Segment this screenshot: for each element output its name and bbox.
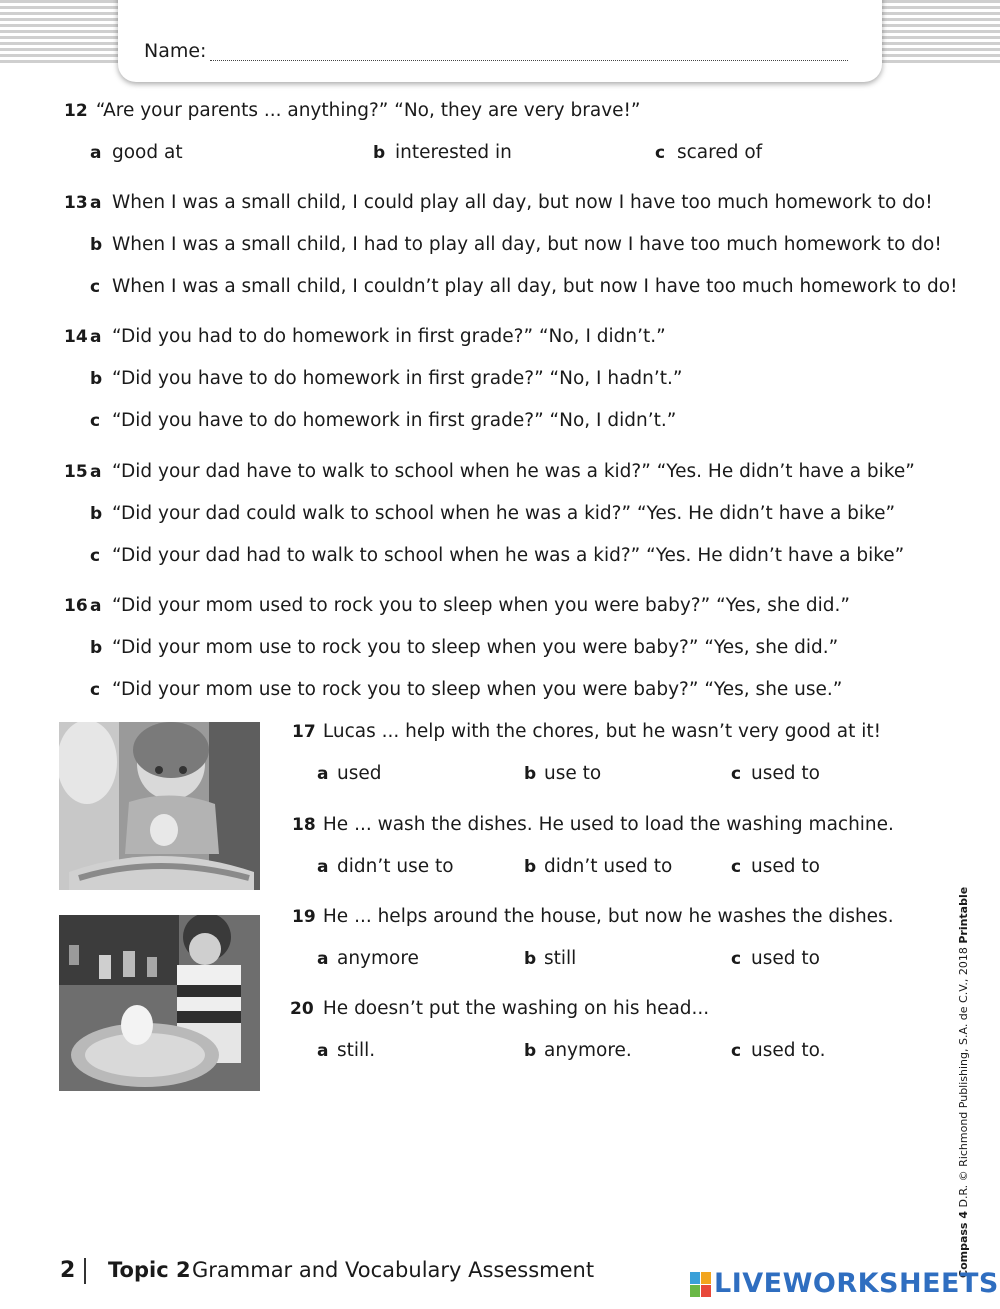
option-12b[interactable]	[373, 141, 512, 165]
option-text: good at	[112, 142, 183, 163]
header-stripes-right	[872, 0, 1000, 66]
option-15a[interactable]	[64, 460, 915, 484]
option-text: When I was a small child, I had to play all day, but now I have too much homework to do!	[112, 234, 942, 255]
option-17b[interactable]	[524, 762, 601, 786]
question-stem: Lucas ... help with the chores, but he wasn’t very good at it!	[322, 721, 882, 742]
option-letter: b	[90, 638, 103, 658]
option-text: anymore	[337, 948, 419, 969]
option-20a[interactable]	[317, 1039, 375, 1063]
option-16b[interactable]	[90, 636, 838, 660]
question-number: 15	[64, 462, 88, 482]
option-text: didn’t used to	[544, 856, 673, 877]
option-text: “Did your mom used to rock you to sleep when you were baby?” “Yes, she did.”	[112, 595, 851, 616]
option-text: use to	[544, 763, 602, 784]
option-letter: c	[731, 949, 742, 969]
option-text: When I was a small child, I could play all day, but now I have too much homework to do!	[112, 192, 933, 213]
option-text: used to.	[751, 1040, 826, 1061]
option-text: “Did your mom use to rock you to sleep when you were baby?” “Yes, she did.”	[112, 637, 839, 658]
footer-title: Grammar and Vocabulary Assessment	[192, 1258, 595, 1282]
option-text: “Did your dad have to walk to school when he was a kid?” “Yes. He didn’t have a bike”	[112, 461, 915, 482]
question-17	[292, 720, 881, 744]
option-text: “Did you have to do homework in first grade?” “No, I didn’t.”	[112, 410, 677, 431]
option-16a[interactable]	[64, 594, 850, 618]
option-text: “Did your mom use to rock you to sleep when you were baby?” “Yes, she use.”	[112, 679, 843, 700]
footer-topic: Topic 2	[108, 1258, 191, 1282]
boy-dishes-photo	[59, 915, 260, 1091]
option-13c[interactable]	[90, 275, 957, 299]
option-letter: c	[90, 277, 101, 297]
option-letter: a	[317, 857, 329, 877]
option-letter: b	[90, 235, 103, 255]
option-letter: b	[373, 143, 386, 163]
option-letter: b	[524, 1041, 537, 1061]
question-12	[64, 99, 641, 123]
question-number: 17	[292, 722, 316, 742]
question-stem: He doesn’t put the washing on his head...	[322, 998, 710, 1019]
option-text: interested in	[395, 142, 512, 163]
option-text: “Did you had to do homework in first grade?” “No, I didn’t.”	[112, 326, 666, 347]
question-number: 19	[292, 907, 316, 927]
liveworksheets-logo	[690, 1268, 999, 1299]
option-letter: a	[90, 462, 102, 482]
option-12a[interactable]	[90, 141, 183, 165]
question-stem: He ... helps around the house, but now he washes the dishes.	[322, 906, 894, 927]
option-letter: a	[90, 193, 102, 213]
option-letter: b	[524, 857, 537, 877]
copyright-printable: Printable	[957, 886, 970, 944]
option-letter: c	[731, 857, 742, 877]
question-19	[292, 905, 894, 929]
option-letter: b	[90, 504, 103, 524]
footer-divider	[84, 1258, 86, 1284]
option-letter: b	[90, 369, 103, 389]
option-text: used to	[751, 856, 820, 877]
option-text: “Did you have to do homework in first grade?” “No, I hadn’t.”	[112, 368, 683, 389]
option-text: When I was a small child, I couldn’t play all day, but now I have too much homework to do!	[112, 276, 958, 297]
option-letter: c	[655, 143, 666, 163]
question-20	[290, 997, 709, 1021]
option-text: still.	[337, 1040, 376, 1061]
option-text: scared of	[677, 142, 763, 163]
option-text: used	[337, 763, 382, 784]
name-box	[118, 0, 882, 82]
option-text: still	[544, 948, 577, 969]
option-letter: a	[90, 143, 102, 163]
option-19b[interactable]	[524, 947, 576, 971]
option-letter: c	[731, 764, 742, 784]
option-18a[interactable]	[317, 855, 454, 879]
option-letter: a	[317, 1041, 329, 1061]
option-text: “Did your dad could walk to school when he was a kid?” “Yes. He didn’t have a bike”	[112, 503, 896, 524]
header-stripes-left	[0, 0, 128, 66]
page-number: 2	[60, 1258, 76, 1283]
option-14b[interactable]	[90, 367, 683, 391]
copyright-book: Compass 4	[957, 1211, 970, 1278]
option-13a[interactable]	[64, 191, 933, 215]
option-16c[interactable]	[90, 678, 842, 702]
question-number: 16	[64, 596, 88, 616]
option-14a[interactable]	[64, 325, 666, 349]
option-19c[interactable]	[731, 947, 820, 971]
option-letter: a	[317, 949, 329, 969]
copyright-text: D.R. © Richmond Publishing, S.A. de C.V., 2018	[957, 947, 970, 1208]
question-stem: “Are your parents ... anything?” “No, they are very brave!”	[95, 100, 641, 121]
option-letter: c	[90, 546, 101, 566]
option-text: “Did your dad had to walk to school when he was a kid?” “Yes. He didn’t have a bike”	[112, 545, 905, 566]
option-17a[interactable]	[317, 762, 382, 786]
option-18c[interactable]	[731, 855, 820, 879]
option-letter: b	[524, 764, 537, 784]
brand-text: LIVEWORKSHEETS	[714, 1268, 999, 1299]
option-13b[interactable]	[90, 233, 942, 257]
option-text: anymore.	[544, 1040, 632, 1061]
option-15b[interactable]	[90, 502, 895, 526]
option-15c[interactable]	[90, 544, 904, 568]
option-12c[interactable]	[655, 141, 762, 165]
question-number: 20	[290, 999, 314, 1019]
question-18	[292, 813, 894, 837]
question-number: 18	[292, 815, 316, 835]
option-20c[interactable]	[731, 1039, 826, 1063]
option-letter: c	[90, 680, 101, 700]
option-20b[interactable]	[524, 1039, 632, 1063]
option-text: didn’t use to	[337, 856, 454, 877]
copyright-notice	[957, 887, 970, 1278]
option-14c[interactable]	[90, 409, 676, 433]
option-text: used to	[751, 763, 820, 784]
option-text: used to	[751, 948, 820, 969]
option-letter: c	[90, 411, 101, 431]
option-letter: a	[317, 764, 329, 784]
option-18b[interactable]	[524, 855, 672, 879]
liveworksheets-blocks-icon	[690, 1272, 711, 1297]
question-number: 13	[64, 193, 88, 213]
option-19a[interactable]	[317, 947, 419, 971]
question-stem: He ... wash the dishes. He used to load the washing machine.	[322, 814, 894, 835]
option-letter: a	[90, 596, 102, 616]
option-letter: b	[524, 949, 537, 969]
option-17c[interactable]	[731, 762, 820, 786]
question-number: 12	[64, 101, 88, 121]
option-letter: a	[90, 327, 102, 347]
question-number: 14	[64, 327, 88, 347]
option-letter: c	[731, 1041, 742, 1061]
name-label: Name:	[144, 40, 207, 62]
name-input-line[interactable]	[210, 60, 848, 61]
baby-photo	[59, 722, 260, 890]
